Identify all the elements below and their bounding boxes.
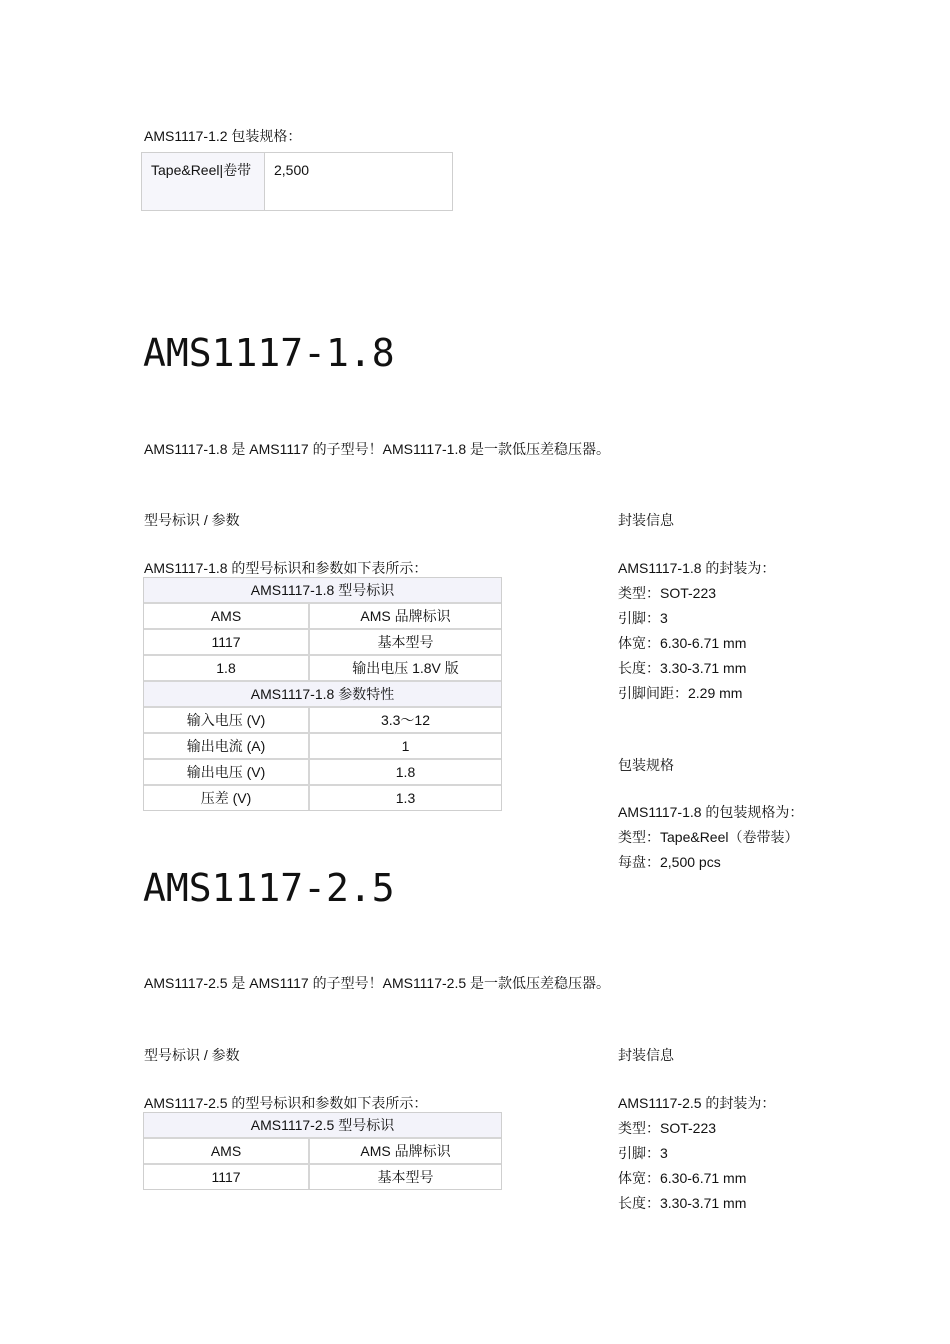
table-row	[144, 1113, 501, 1139]
section-title-1-8: AMS1117-1.8	[143, 331, 395, 375]
table-cell: 3.3～12	[310, 708, 501, 734]
table-cell: AMS	[144, 604, 310, 630]
package-line: AMS1117-2.5 的封装为：	[618, 1095, 776, 1111]
package-line: 引脚间距：2.29 mm	[618, 685, 743, 701]
table-row	[144, 1165, 501, 1189]
packing-line: AMS1117-1.8 的包装规格为：	[618, 804, 804, 820]
package-line: 长度：3.30-3.71 mm	[618, 660, 747, 676]
right-heading-2-5: 封装信息	[618, 1047, 674, 1063]
table-cell: AMS	[144, 1139, 310, 1165]
package-line: 类型：SOT-223	[618, 585, 717, 601]
spec-table-2-5	[143, 1112, 502, 1190]
package-line: 体宽：6.30-6.71 mm	[618, 1170, 747, 1186]
left-heading-1-8: 型号标识 / 参数	[144, 512, 240, 528]
table-cell: 基本型号	[310, 630, 501, 656]
table-cell: 输出电压 (V)	[144, 760, 310, 786]
section-title-2-5: AMS1117-2.5	[143, 866, 395, 910]
table-cell: AMS 品牌标识	[310, 604, 501, 630]
pkg-label-1-2: AMS1117-1.2 包装规格：	[144, 128, 302, 144]
params-header: AMS1117-1.8 参数特性	[144, 682, 501, 708]
pkg-key-cell: Tape&Reel|卷带	[142, 153, 265, 211]
table-cell: AMS 品牌标识	[310, 1139, 501, 1165]
table-row	[144, 656, 501, 682]
table-row	[142, 153, 453, 211]
table-row	[144, 734, 501, 760]
package-line: AMS1117-1.8 的封装为：	[618, 560, 776, 576]
package-line: 长度：3.30-3.71 mm	[618, 1195, 747, 1211]
packing-line: 类型：Tape&Reel（卷带装）	[618, 829, 799, 845]
intro-2-5: AMS1117-2.5 是 AMS1117 的子型号！AMS1117-2.5 是一款低压差稳压器。	[144, 975, 611, 991]
table-row	[144, 1139, 501, 1165]
table-caption-1-8: AMS1117-1.8 的型号标识和参数如下表所示：	[144, 560, 428, 576]
package-line: 类型：SOT-223	[618, 1120, 717, 1136]
table-row	[144, 708, 501, 734]
table-cell: 1	[310, 734, 501, 760]
table-row	[144, 786, 501, 810]
table-cell: 1.8	[144, 656, 310, 682]
spec-table-1-8	[143, 577, 502, 811]
table-cell: 1117	[144, 630, 310, 656]
pkg-table-1-2	[141, 152, 453, 211]
table-cell: 基本型号	[377, 1169, 434, 1185]
table-caption-2-5: AMS1117-2.5 的型号标识和参数如下表所示：	[144, 1095, 428, 1111]
table-cell: 压差 (V)	[144, 786, 310, 810]
table-cell: 1.3	[395, 790, 416, 806]
table-row	[144, 682, 501, 708]
table-row	[144, 578, 501, 604]
table-cell: 输出电流 (A)	[144, 734, 310, 760]
table-cell: 输入电压 (V)	[144, 708, 310, 734]
table-cell: 1117	[144, 1165, 310, 1189]
table-row	[144, 630, 501, 656]
table-cell: 输出电压 1.8V 版	[310, 656, 501, 682]
package-line: 引脚：3	[618, 1145, 668, 1161]
packing-line: 每盘：2,500 pcs	[618, 854, 721, 870]
intro-1-8: AMS1117-1.8 是 AMS1117 的子型号！AMS1117-1.8 是一款低压差稳压器。	[144, 441, 611, 457]
left-heading-2-5: 型号标识 / 参数	[144, 1047, 240, 1063]
pkg-value-cell: 2,500	[265, 153, 453, 211]
table-row	[144, 760, 501, 786]
package-line: 引脚：3	[618, 610, 668, 626]
table-row	[144, 604, 501, 630]
marking-header: AMS1117-1.8 型号标识	[144, 578, 501, 604]
table-cell: 1.8	[310, 760, 501, 786]
packing-heading-1-8: 包装规格	[618, 757, 674, 773]
package-line: 体宽：6.30-6.71 mm	[618, 635, 747, 651]
right-heading-1-8: 封装信息	[618, 512, 674, 528]
marking-header: AMS1117-2.5 型号标识	[144, 1113, 501, 1139]
